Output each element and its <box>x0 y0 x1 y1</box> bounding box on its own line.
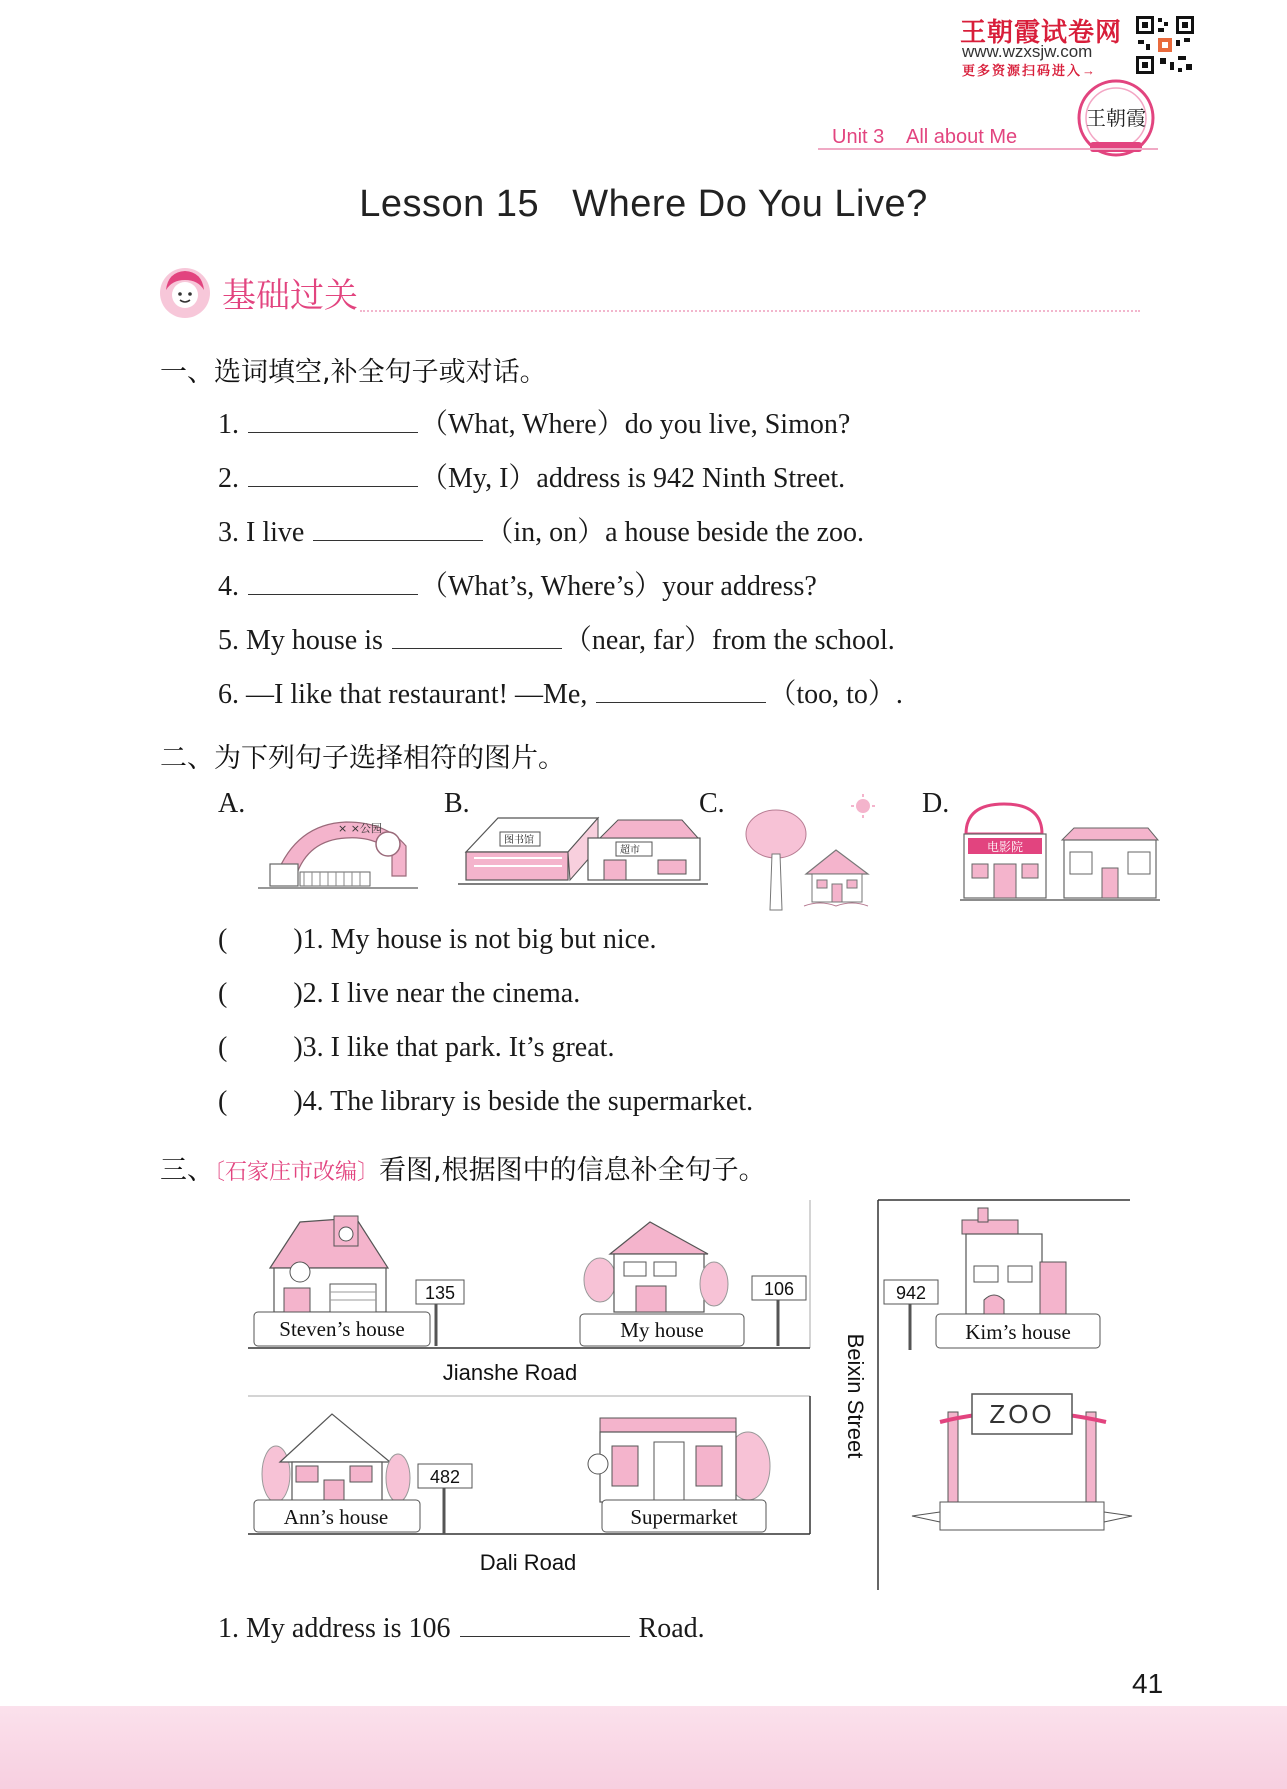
header-rule <box>818 148 1158 150</box>
my-house-label: My house <box>620 1318 704 1342</box>
s2-item-3-close: ) <box>293 1032 303 1063</box>
sign-942 <box>884 1280 938 1350</box>
s1-item-6 <box>218 672 903 712</box>
section3-heading-text: 看图,根据图中的信息补全句子。 <box>379 1155 766 1186</box>
s2-item-4 <box>218 1086 753 1118</box>
park-sign-text: × ×公园 <box>338 822 382 835</box>
s2-item-2-close: ) <box>293 978 303 1009</box>
seal-text: 王朝霞 <box>1086 106 1146 130</box>
badge-dotted-rule <box>360 310 1140 312</box>
s2-item-1-open: ( <box>218 924 228 955</box>
s1-item-2 <box>218 456 845 496</box>
supermarket-sign-text: 超市 <box>620 845 640 856</box>
brand-url[interactable]: www.wzxsjw.com <box>962 42 1093 61</box>
section3-heading <box>160 1148 766 1187</box>
s2-item-3-open: ( <box>218 1032 228 1063</box>
s1-item-4-pre: 4. <box>218 571 246 602</box>
s1-item-1 <box>218 402 850 442</box>
s2-item-2 <box>218 978 580 1010</box>
option-a-label: A. <box>218 788 246 819</box>
s1-item-2-blank[interactable] <box>248 460 418 487</box>
option-b-label: B. <box>444 788 470 819</box>
kim-house-label: Kim’s house <box>965 1320 1071 1344</box>
sign-135-text: 135 <box>424 1283 456 1303</box>
section-badge: 基础过关 <box>222 276 358 316</box>
kim-house-drawing <box>962 1208 1066 1314</box>
s1-item-3-pre: 3. I live <box>218 517 312 548</box>
student-avatar-icon <box>158 266 212 320</box>
s2-item-1-close: ) <box>293 924 303 955</box>
s3-item-1 <box>218 1610 705 1645</box>
option-d-label: D. <box>922 788 950 819</box>
brand-more-resources: 更多资源扫码进入→ <box>962 63 1098 78</box>
seal-logo-icon <box>1076 78 1156 158</box>
s1-item-4-post: （What’s, Where’s）your address? <box>420 571 817 602</box>
dali-road-label: Dali Road <box>479 1550 577 1575</box>
small-house-tree-picture <box>740 792 880 912</box>
library-sign-text: 图书馆 <box>504 835 534 846</box>
s1-item-6-blank[interactable] <box>596 676 766 703</box>
sign-482 <box>418 1464 472 1534</box>
s2-item-2-open: ( <box>218 978 228 1009</box>
s2-item-4-close: ) <box>293 1086 303 1117</box>
s1-item-4-blank[interactable] <box>248 568 418 595</box>
s1-item-2-pre: 2. <box>218 463 246 494</box>
s2-item-3 <box>218 1032 614 1064</box>
brand-name: 王朝霞试卷网 <box>960 18 1123 47</box>
s2-item-2-text: 2. I live near the cinema. <box>302 978 581 1009</box>
library-supermarket-picture <box>458 808 708 888</box>
page-number: 41 <box>1132 1668 1164 1699</box>
jianshe-road-label: Jianshe Road <box>442 1360 578 1385</box>
ann-house-label: Ann’s house <box>283 1505 389 1529</box>
s2-item-1-text: 1. My house is not big but nice. <box>302 924 657 955</box>
s1-item-2-post: （My, I）address is 942 Ninth Street. <box>420 463 846 494</box>
s1-item-4 <box>218 564 817 604</box>
ann-house-drawing <box>262 1414 410 1502</box>
sign-106 <box>752 1276 806 1346</box>
sign-482-text: 482 <box>429 1467 461 1487</box>
section2-heading: 二、为下列句子选择相符的图片。 <box>160 743 565 774</box>
s1-item-6-pre: 6. —I like that restaurant! —Me, <box>218 679 595 710</box>
unit-number: Unit 3 <box>832 126 885 148</box>
s3-item-1-pre: 1. My address is 106 <box>218 1613 458 1644</box>
sign-942-text: 942 <box>895 1283 927 1303</box>
s1-item-1-blank[interactable] <box>248 406 418 433</box>
s1-item-3-post: （in, on）a house beside the zoo. <box>485 517 865 548</box>
s2-item-4-text: 4. The library is beside the supermarket. <box>302 1086 754 1117</box>
lesson-title: Lesson 15 Where Do You Live? <box>359 183 928 225</box>
steven-house-drawing <box>270 1216 388 1312</box>
s1-item-5-blank[interactable] <box>392 622 562 649</box>
s1-item-1-post: （What, Where）do you live, Simon? <box>420 409 851 440</box>
s2-item-1 <box>218 924 657 956</box>
s2-item-3-text: 3. I like that park. It’s great. <box>302 1032 615 1063</box>
qr-code-icon[interactable] <box>1134 14 1196 76</box>
section1-heading: 一、选词填空,补全句子或对话。 <box>160 357 547 388</box>
s1-item-5-post: （near, far）from the school. <box>563 625 895 656</box>
supermarket-label: Supermarket <box>630 1505 738 1529</box>
unit-title: All about Me <box>906 126 1018 148</box>
sign-106-text: 106 <box>763 1279 795 1299</box>
section3-number: 三、 <box>160 1155 214 1186</box>
my-house-drawing <box>584 1222 728 1312</box>
steven-house-label: Steven’s house <box>279 1317 405 1341</box>
s1-item-3 <box>218 510 864 550</box>
zoo-sign-text: ZOO <box>989 1399 1055 1429</box>
beixin-street-label: Beixin Street <box>843 1333 868 1459</box>
footer-band <box>0 1706 1287 1789</box>
s1-item-5 <box>218 618 895 658</box>
s1-item-1-pre: 1. <box>218 409 246 440</box>
zoo-gate-drawing <box>912 1394 1132 1530</box>
s2-item-4-open: ( <box>218 1086 228 1117</box>
s1-item-5-pre: 5. My house is <box>218 625 390 656</box>
neighborhood-map <box>240 1196 1140 1592</box>
s3-item-1-post: Road. <box>631 1613 705 1644</box>
cinema-sign-text: 电影院 <box>986 840 1024 854</box>
park-gate-picture <box>256 806 420 890</box>
cinema-house-picture <box>960 800 1160 902</box>
s1-item-3-blank[interactable] <box>313 514 483 541</box>
section3-source: 〔石家庄市改编〕 <box>214 1160 380 1185</box>
s3-item-1-blank[interactable] <box>460 1610 630 1637</box>
s1-item-6-post: （too, to）. <box>768 679 903 710</box>
supermarket-drawing <box>588 1418 770 1502</box>
option-c-label: C. <box>699 788 725 819</box>
